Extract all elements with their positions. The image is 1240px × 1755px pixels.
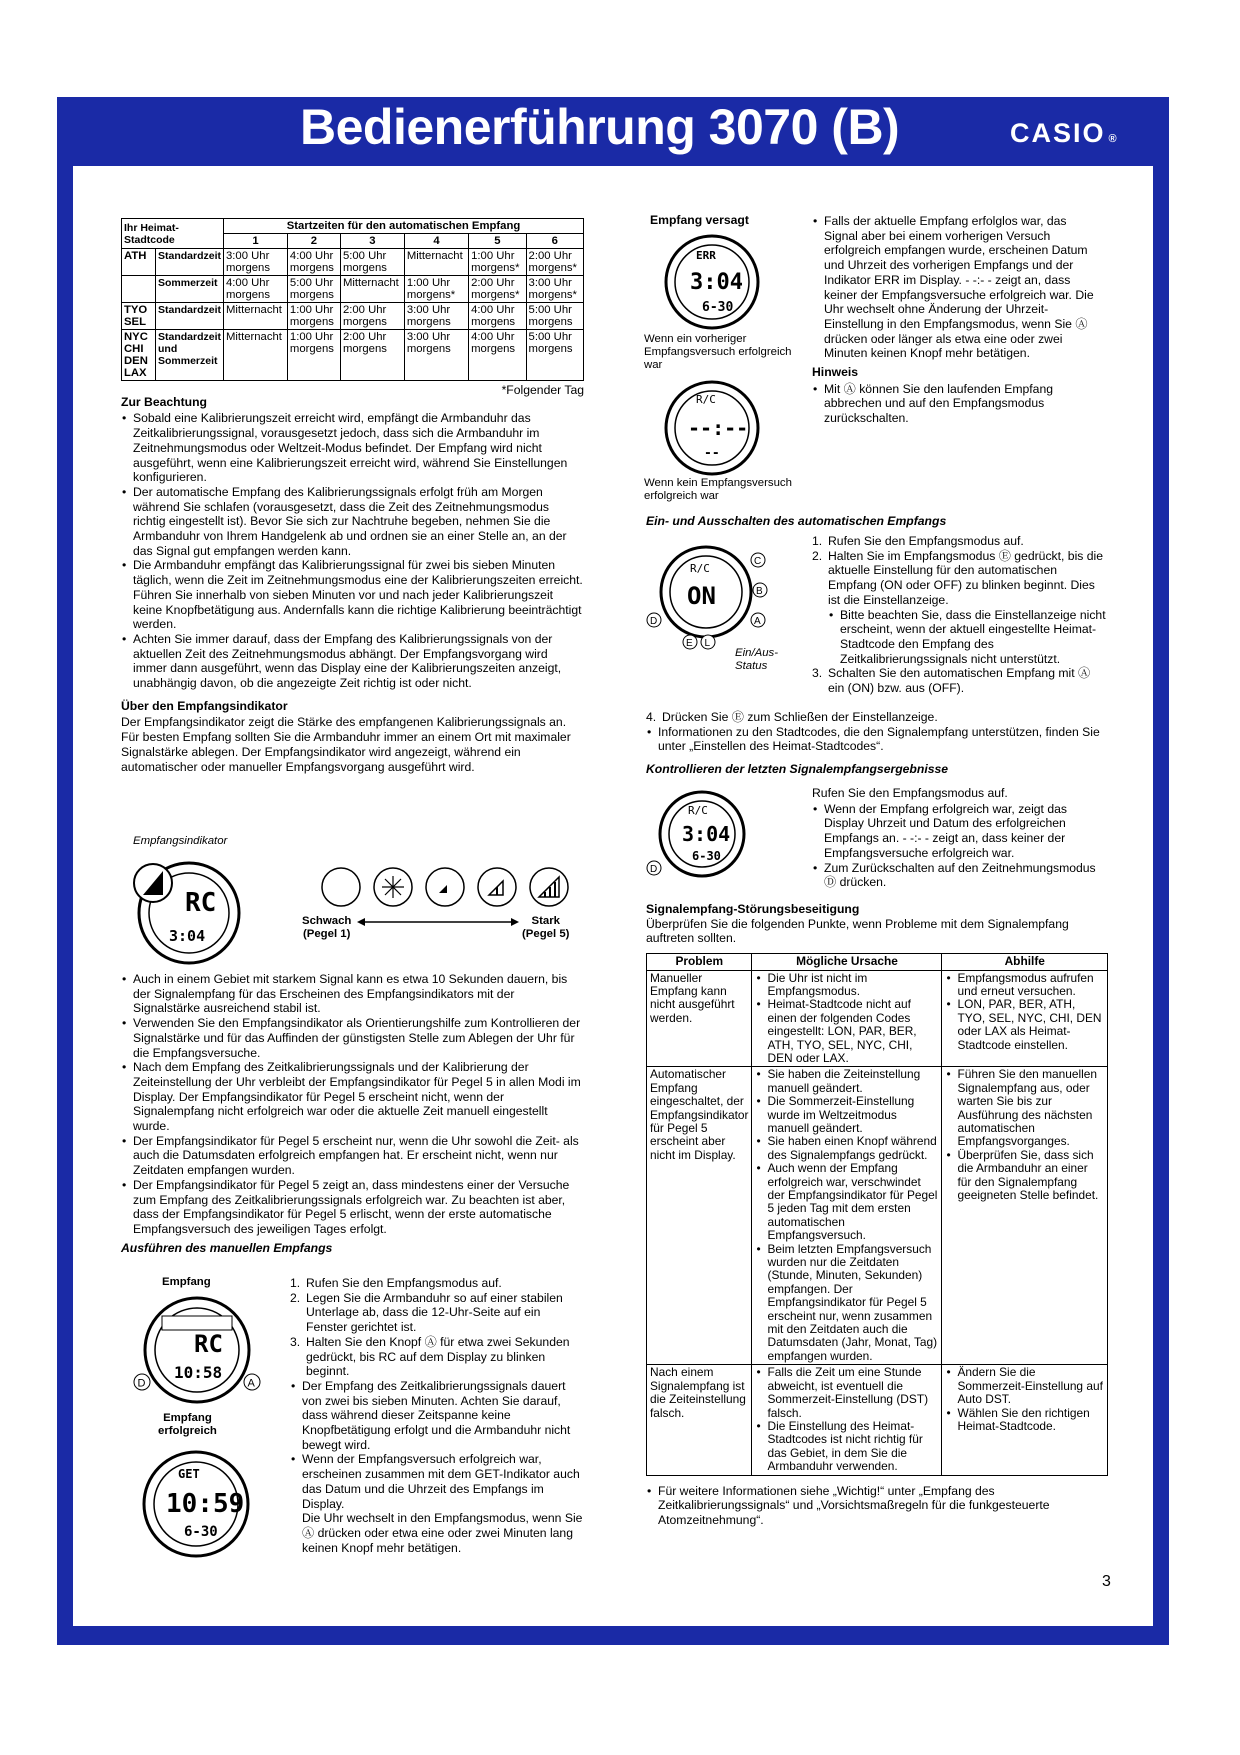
- indicator-bullet-list: [121, 972, 584, 1237]
- empfang-label: Empfang: [162, 1276, 211, 1288]
- indicator-notes: [121, 972, 584, 1257]
- step-text: Legen Sie die Armbanduhr so auf einer stabilen Unterlage ab, dass die 12-Uhr-Seite auf ein Fenster gerichtet ist.: [306, 1290, 563, 1335]
- button-d-label: D: [137, 1377, 146, 1390]
- step-text: Halten Sie im Empfangsmodus Ⓔ gedrückt, bis die aktuelle Einstellung für den automatischen Empfang (ON oder OFF) zu blinken beginnt. Dies ist die Einstellanzeige.: [828, 548, 1104, 607]
- button-a-label: A: [247, 1377, 255, 1390]
- remedy-item: • LON, PAR, BER, ATH, TYO, SEL, NYC, CHI, DEN oder LAX als Heimat-Stadtcode einstellen.: [945, 998, 1104, 1052]
- table-cell: 1:00 Uhr morgens: [287, 330, 340, 381]
- fail-watch-2-date: --: [704, 446, 720, 461]
- cause-item: • Die Sommerzeit-Einstellung wurde im Weltzeitmodus manuell geändert.: [755, 1095, 938, 1135]
- fail-caption-1: Wenn ein vorheriger Empfangsversuch erfolgreich war: [644, 333, 792, 371]
- remedy-list: [945, 972, 1104, 1052]
- auto-watch-illustration: [646, 544, 776, 654]
- hinweis-heading: Hinweis: [812, 365, 859, 380]
- column-header: 2: [287, 234, 340, 249]
- home-city-header: Ihr Heimat-Stadtcode: [122, 219, 224, 249]
- auto-section: [646, 514, 1106, 531]
- step-number: 1.: [812, 534, 823, 548]
- table-cell: 4:00 Uhr morgens: [287, 249, 340, 276]
- indicator-note-item: • Auch in einem Gebiet mit starkem Signal kann es etwa 10 Sekunden dauern, bis der Signalempfang für das Erscheinen des Empfangsindikators mit der Signalstärke ausreichend stabil ist.: [121, 972, 584, 1016]
- manual-watch-illustration: [132, 1292, 262, 1412]
- manual-watch-top: RC: [194, 1330, 223, 1358]
- casio-logo: [1010, 118, 1117, 149]
- page-title: Bedienerführung 3070 (B): [300, 99, 900, 155]
- check-watch-label: R/C: [688, 804, 708, 817]
- indicator-text: Der Empfangsindikator zeigt die Stärke des empfangenen Kalibrierungssignals an. Für besten Empfang sollten Sie die Armbanduhr immer an einem Ort mit maximaler Signalstärke ablegen. Der Empfangsindikator wird angezeigt, während ein automatischer oder manueller Empfangsvorgang ausgeführt wird.: [121, 715, 571, 774]
- table-cell: 2:00 Uhr morgens*: [526, 249, 583, 276]
- cause-list: [755, 972, 938, 1066]
- step-number: 1.: [290, 1276, 301, 1290]
- city-code: ATH: [122, 249, 156, 276]
- table-footnote: *Folgender Tag: [501, 383, 584, 397]
- table-cell: 1:00 Uhr morgens: [287, 303, 340, 330]
- table-cell: Mitternacht: [404, 249, 468, 276]
- trouble-intro: Überprüfen Sie die folgenden Punkte, wenn Probleme mit dem Signalempfang auftreten sollten.: [646, 916, 1069, 946]
- trouble-heading: Signalempfang-Störungsbeseitigung: [646, 902, 860, 916]
- column-header: 3: [340, 234, 404, 249]
- remedy-cell: [942, 1365, 1108, 1475]
- final-bullet: • Für weitere Informationen siehe „Wichtig!“ unter „Empfang des Zeitkalibrierungssignals“ und „Vorsichtsmaßregeln für die funkgesteuerte Atomzeitnehmung“.: [646, 1484, 1108, 1528]
- trouble-header: Abhilfe: [942, 954, 1108, 970]
- remedy-item: • Führen Sie den manuellen Signalempfang aus, oder warten Sie bis zur Ausführung des nächsten automatischen Empfangsvorganges.: [945, 1068, 1104, 1148]
- indicator-watch-top: RC: [185, 888, 217, 918]
- cause-item: • Sie haben die Zeiteinstellung manuell geändert.: [755, 1068, 938, 1095]
- success-label-1: Empfang: [163, 1412, 212, 1424]
- auto-button-d: D: [650, 616, 658, 627]
- table-cell: 3:00 Uhr morgens: [404, 303, 468, 330]
- fail-caption-2: Wenn kein Empfangsversuch erfolgreich war: [644, 477, 792, 502]
- check-intro: Rufen Sie den Empfangsmodus auf.: [812, 786, 1008, 800]
- problem-cell: Manueller Empfang kann nicht ausgeführt werden.: [647, 970, 752, 1067]
- column-header: 1: [224, 234, 288, 249]
- trouble-table: [646, 953, 1108, 1475]
- fail-watch-2-time: --:--: [688, 416, 749, 440]
- start-times-header: Startzeiten für den automatischen Empfang: [224, 219, 584, 234]
- table-cell: 2:00 Uhr morgens: [340, 330, 404, 381]
- beachtung-heading: Zur Beachtung: [121, 394, 207, 409]
- table-row: [122, 303, 584, 330]
- step-text: Halten Sie den Knopf Ⓐ für etwa zwei Sekunden gedrückt, bis RC auf dem Display zu blinken beginnt.: [306, 1334, 570, 1379]
- strong-level-text: (Pegel 5): [522, 928, 570, 940]
- cause-cell: [752, 1365, 942, 1475]
- remedy-item: • Überprüfen Sie, dass sich die Armbanduhr an einer für den Signalempfang geeigneten Stelle befindet.: [945, 1149, 1104, 1203]
- auto-step: [812, 534, 1108, 549]
- indicator-note-item: • Der Empfangsindikator für Pegel 5 erscheint nur, wenn die Uhr sowohl die Zeit- als auch die Datumsdaten erfolgreich empfangen hat. Er erscheint nicht, wenn nur Zeitdaten empfangen wurden.: [121, 1134, 584, 1178]
- table-cell: Mitternacht: [224, 303, 288, 330]
- table-cell: 4:00 Uhr morgens: [224, 276, 288, 303]
- cause-cell: [752, 970, 942, 1067]
- brand-name: CASIO: [1010, 118, 1106, 148]
- trouble-header: Problem: [647, 954, 752, 970]
- cause-item: • Die Uhr ist nicht im Empfangsmodus.: [755, 972, 938, 999]
- remedy-item: • Empfangsmodus aufrufen und erneut versuchen.: [945, 972, 1104, 999]
- check-note-item: • Zum Zurückschalten auf den Zeitnehmungsmodus Ⓓ drücken.: [812, 861, 1108, 890]
- time-type: Sommerzeit: [156, 276, 224, 303]
- table-cell: 4:00 Uhr morgens: [469, 330, 526, 381]
- beachtung-item: • Die Armbanduhr empfängt das Kalibrierungssignal für zwei bis sieben Minuten täglich, wenn die Zeit im Zeitnehmungsmodus eine der Kalibrierungszeiten erreicht. Führen Sie innerhalb von sieben Minuten vor und nach jeder Kalibrierungszeit keine Knopfbetätigung aus. Andernfalls kann die richtige Kalibrierung beeinträchtigt werden.: [121, 558, 584, 632]
- table-cell: 2:00 Uhr morgens: [340, 303, 404, 330]
- table-cell: 2:00 Uhr morgens*: [469, 276, 526, 303]
- beachtung-item: • Sobald eine Kalibrierungszeit erreicht wird, empfängt die Armbanduhr das Zeitkalibrierungssignal, vorausgesetzt jedoch, dass sich die Armbanduhr im Zeitnehmungsmodus oder Weltzeit-Modus befindet. Der Empfang wird nicht ausgeführt, wenn eine Kalibrierungszeit erreicht wird, während Sie Einstellungen konfigurieren.: [121, 411, 584, 485]
- trouble-section: [646, 902, 1108, 1528]
- weak-level-text: (Pegel 1): [302, 928, 351, 940]
- auto-bullet: • Informationen zu den Stadtcodes, die den Signalempfang unterstützen, finden Sie unter „Einstellen des Heimat-Stadtcodes“.: [646, 725, 1106, 754]
- success-label-2: erfolgreich: [158, 1425, 217, 1437]
- indicator-note-item: • Verwenden Sie den Empfangsindikator als Orientierungshilfe zum Kontrollieren der Signalstärke und für das Auffinden der günstigsten Stelle zum Ablegen der Uhr für die Empfangsversuche.: [121, 1016, 584, 1060]
- cause-item: • Beim letzten Empfangsversuch wurden nur die Zeitdaten (Stunde, Minuten, Sekunden) empfangen. Der Empfangsindikator für Pegel 5 erscheint nur, wenn zusammen mit den Zeitdaten auch die Datumsdaten (Jahr, Monat, Tag) empfangen wurden.: [755, 1243, 938, 1364]
- manual-steps: [290, 1276, 585, 1556]
- remedy-cell: [942, 1067, 1108, 1365]
- manual-step-list: [290, 1276, 585, 1379]
- indicator-heading: Über den Empfangsindikator: [121, 698, 288, 713]
- beachtung-item: • Achten Sie immer darauf, dass der Empfang des Kalibrierungssignals von der aktuellen Zeit des Zeitnehmungsmodus abhängt. Der Empfangsvorgang wird immer dann ausgeführt, wenn das Display eine der Kalibrierungszeiten anzeigt, unabhängig davon, ob die angezeigte Zeit richtig ist oder nicht.: [121, 632, 584, 691]
- manual-step: [290, 1276, 585, 1291]
- column-header: 4: [404, 234, 468, 249]
- manual-note-item: • Wenn der Empfangsversuch erfolgreich war, erscheinen zusammen mit dem GET-Indikator auch das Datum und die Uhrzeit des Empfangs im Display.: [290, 1452, 585, 1511]
- manual-heading: Ausführen des manuellen Empfangs: [121, 1240, 333, 1255]
- check-watch-time: 3:04: [682, 822, 731, 846]
- signal-levels-illustration: [317, 865, 579, 910]
- trouble-header: Mögliche Ursache: [752, 954, 942, 970]
- trouble-row: [647, 1067, 1108, 1365]
- beachtung-item: • Der automatische Empfang des Kalibrierungssignals erfolgt früh am Morgen während Sie schlafen (vorausgesetzt, dass die Zeit des Zeitnehmungsmodus richtig eingestellt ist). Bevor Sie sich zur Nachtruhe begeben, nehmen Sie die Armbanduhr von Ihrem Handgelenk ab und ordnen sie an einer Stelle an, an der das Signal gut empfangen werden kann.: [121, 485, 584, 559]
- auto-heading: Ein- und Ausschalten des automatischen Empfangs: [646, 514, 947, 528]
- table-row: [122, 330, 584, 381]
- hinweis-text: • Mit Ⓐ können Sie den laufenden Empfang abbrechen und auf den Empfangsmodus zurückschalten.: [812, 382, 1102, 426]
- manual-watch-time: 10:58: [174, 1363, 223, 1382]
- manual-bullet-list: [290, 1379, 585, 1511]
- fail-text: • Falls der aktuelle Empfang erfolglos war, das Signal aber bei einem vorherigen Versuch erfolgreich empfangen wurde, erscheinen Datum und Uhrzeit des vorherigen Empfangs und der Indikator ERR im Display. - -:- - zeigt an, dass keiner der Empfangsversuche erfolgreich war. Die Uhr wechselt ohne Änderung der Uhrzeit-Einstellung in den Empfangsmodus, wenn Sie Ⓐ drücken oder länger als etwa eine oder zwei Minuten keinen Knopf mehr betätigen.: [812, 214, 1102, 361]
- fail-text-column: [812, 214, 1102, 426]
- city-code: [122, 276, 156, 303]
- step-number: 2.: [290, 1290, 301, 1305]
- table-cell: 5:00 Uhr morgens: [526, 303, 583, 330]
- manual-step: [290, 1335, 585, 1379]
- city-code: TYO SEL: [122, 303, 156, 330]
- manual-note-item: • Der Empfang des Zeitkalibrierungssignals dauert von zwei bis sieben Minuten. Achten Sie darauf, dass während dieser Zeitspanne keine Knopfbetätigung erfolgt und die Armbanduhr nicht bewegt wird.: [290, 1379, 585, 1453]
- auto-button-e: E: [686, 638, 693, 649]
- table-cell: 5:00 Uhr morgens: [287, 276, 340, 303]
- trouble-row: [647, 1365, 1108, 1475]
- auto-watch-label: R/C: [690, 562, 710, 575]
- indicator-watch-time: 3:04: [169, 927, 206, 945]
- table-row: [122, 276, 584, 303]
- auto-button-b: B: [756, 586, 763, 597]
- cause-item: • Heimat-Stadtcode nicht auf einen der folgenden Codes eingestellt: LON, PAR, BER, ATH, TYO, SEL, NYC, CHI, DEN oder LAX.: [755, 998, 938, 1065]
- check-column: [812, 786, 1108, 890]
- indicator-watch-illustration: [133, 853, 243, 969]
- table-cell: 3:00 Uhr morgens: [224, 249, 288, 276]
- auto-step2-bullet: • Bitte beachten Sie, dass die Einstellanzeige nicht erscheint, wenn der aktuell eingestellte Heimat-Stadtcode den Empfang des Zeitkalibrierungssignals nicht unterstützt.: [828, 608, 1108, 667]
- strong-label: [522, 915, 569, 941]
- cause-list: [755, 1068, 938, 1363]
- cause-item: • Auch wenn der Empfang erfolgreich war, verschwindet der Empfangsindikator für Pegel 5 jeden Tag mit dem ersten automatischen Empfangsversuch.: [755, 1162, 938, 1242]
- auto-tail: [646, 710, 1106, 779]
- remedy-item: • Wählen Sie den richtigen Heimat-Stadtcode.: [945, 1407, 1104, 1434]
- manual-step: [290, 1291, 585, 1335]
- page-number: 3: [1102, 1573, 1111, 1590]
- check-note-item: • Wenn der Empfang erfolgreich war, zeigt das Display Uhrzeit und Datum des erfolgreichen Empfangs an. - -:- - zeigt an, dass keiner der Empfangsversuche erfolgreich war.: [812, 802, 1108, 861]
- strength-arrow: [357, 917, 519, 927]
- fail-watch-1: [662, 232, 762, 332]
- auto-step-3: 3. Schalten Sie den automatischen Empfang mit Ⓐ ein (ON) bzw. aus (OFF).: [812, 666, 1091, 696]
- auto-step-3-text: Schalten Sie den automatischen Empfang mit Ⓐ ein (ON) bzw. aus (OFF).: [828, 666, 1091, 696]
- table-cell: 3:00 Uhr morgens*: [526, 276, 583, 303]
- table-row: [122, 249, 584, 276]
- success-watch-date: 6-30: [184, 1524, 218, 1540]
- column-header: 6: [526, 234, 583, 249]
- left-column: [121, 218, 584, 775]
- table-cell: 1:00 Uhr morgens*: [404, 276, 468, 303]
- success-watch-label: GET: [178, 1467, 200, 1481]
- weak-label: [302, 915, 351, 941]
- column-header: 5: [469, 234, 526, 249]
- registered-mark: ®: [1108, 133, 1117, 145]
- success-watch-illustration: [140, 1448, 252, 1560]
- check-heading: Kontrollieren der letzten Signalempfangsergebnisse: [646, 762, 949, 777]
- city-code: NYC CHI DEN LAX: [122, 330, 156, 381]
- cause-item: • Falls die Zeit um eine Stunde abweicht, ist eventuell die Sommerzeit-Einstellung (DST) falsch.: [755, 1366, 938, 1420]
- auto-watch-value: ON: [687, 582, 716, 610]
- auto-step-4: 4. Drücken Sie Ⓔ zum Schließen der Einstellanzeige.: [646, 710, 938, 724]
- cause-item: • Sie haben einen Knopf während des Signalempfangs gedrückt.: [755, 1135, 938, 1162]
- indicator-note-item: • Der Empfangsindikator für Pegel 5 zeigt an, dass mindestens einer der Versuche zum Empfang des Zeitkalibrierungssignals erfolgreich war. Zu beachten ist aber, dass der Empfangsindikator für Pegel 5 erlischt, wenn der erste automatische Empfangsversuch des jeweiligen Tages erfolgt.: [121, 1178, 584, 1237]
- remedy-list: [945, 1366, 1104, 1433]
- indicator-caption: Empfangsindikator: [133, 835, 228, 847]
- auto-step-4-text: Drücken Sie Ⓔ zum Schließen der Einstellanzeige.: [662, 710, 938, 724]
- time-type: Standardzeit: [156, 249, 224, 276]
- auto-step-list: [812, 534, 1108, 608]
- check-button-d: D: [650, 864, 658, 875]
- strong-label-text: Stark: [531, 915, 560, 927]
- fail-watch-2-label: R/C: [696, 393, 716, 406]
- problem-cell: Automatischer Empfang eingeschaltet, der Empfangsindikator für Pegel 5 erscheint aber nicht im Display.: [647, 1067, 752, 1365]
- cause-item: • Die Einstellung des Heimat-Stadtcodes ist nicht richtig für das Gebiet, in dem Sie die Armbanduhr verwenden.: [755, 1420, 938, 1474]
- fail-watch-1-time: 3:04: [690, 270, 743, 295]
- problem-cell: Nach einem Signalempfang ist die Zeiteinstellung falsch.: [647, 1365, 752, 1475]
- cause-list: [755, 1366, 938, 1473]
- indicator-note-item: • Nach dem Empfang des Zeitkalibrierungssignals und der Kalibrierung der Zeiteinstellung der Uhr verbleibt der Empfangsindikator für Pegel 5 in allen Modi im Display. Der Empfangsindikator für Pegel 5 erscheint nicht, wenn der Signalempfang nicht erfolgreich war oder die aktuelle Zeit manuell eingestellt wurde.: [121, 1060, 584, 1134]
- start-times-table: [121, 218, 584, 381]
- time-type: Standardzeit: [156, 303, 224, 330]
- check-watch-illustration: [646, 790, 756, 880]
- auto-button-a: A: [754, 616, 761, 627]
- check-watch-date: 6-30: [692, 849, 721, 863]
- table-cell: 1:00 Uhr morgens*: [469, 249, 526, 276]
- table-cell: 5:00 Uhr morgens: [526, 330, 583, 381]
- check-bullet-list: [812, 802, 1108, 890]
- beachtung-list: [121, 411, 584, 690]
- step-number: 2.: [812, 548, 823, 563]
- cause-cell: [752, 1067, 942, 1365]
- fail-watch-1-label: ERR: [696, 249, 716, 262]
- step-number: 3.: [290, 1334, 301, 1349]
- auto-status-caption: Ein/Aus-Status: [735, 647, 779, 672]
- fail-watch-2: [662, 378, 762, 478]
- table-cell: Mitternacht: [340, 276, 404, 303]
- table-cell: 4:00 Uhr morgens: [469, 303, 526, 330]
- table-cell: 3:00 Uhr morgens: [404, 330, 468, 381]
- fail-watch-1-date: 6-30: [702, 300, 734, 315]
- remedy-cell: [942, 970, 1108, 1067]
- remedy-list: [945, 1068, 1104, 1202]
- table-cell: 5:00 Uhr morgens: [340, 249, 404, 276]
- success-watch-time: 10:59: [166, 1489, 245, 1519]
- fail-heading: Empfang versagt: [650, 213, 749, 227]
- auto-button-c: C: [754, 556, 762, 567]
- auto-steps-column: [812, 534, 1108, 696]
- auto-step: [812, 549, 1108, 608]
- step-text: Rufen Sie den Empfangsmodus auf.: [828, 534, 1024, 548]
- success-label: [158, 1412, 217, 1438]
- trouble-row: [647, 970, 1108, 1067]
- table-cell: Mitternacht: [224, 330, 288, 381]
- manual-closing-text: Die Uhr wechselt in den Empfangsmodus, wenn Sie Ⓐ drücken oder etwa eine oder zwei Minuten lang keinen Knopf mehr betätigen.: [302, 1511, 583, 1555]
- remedy-item: • Ändern Sie die Sommerzeit-Einstellung auf Auto DST.: [945, 1366, 1104, 1406]
- step-text: Rufen Sie den Empfangsmodus auf.: [306, 1276, 502, 1290]
- weak-label-text: Schwach: [302, 915, 352, 927]
- auto-button-l: L: [704, 638, 711, 649]
- time-type: Standardzeit und Sommerzeit: [156, 330, 224, 381]
